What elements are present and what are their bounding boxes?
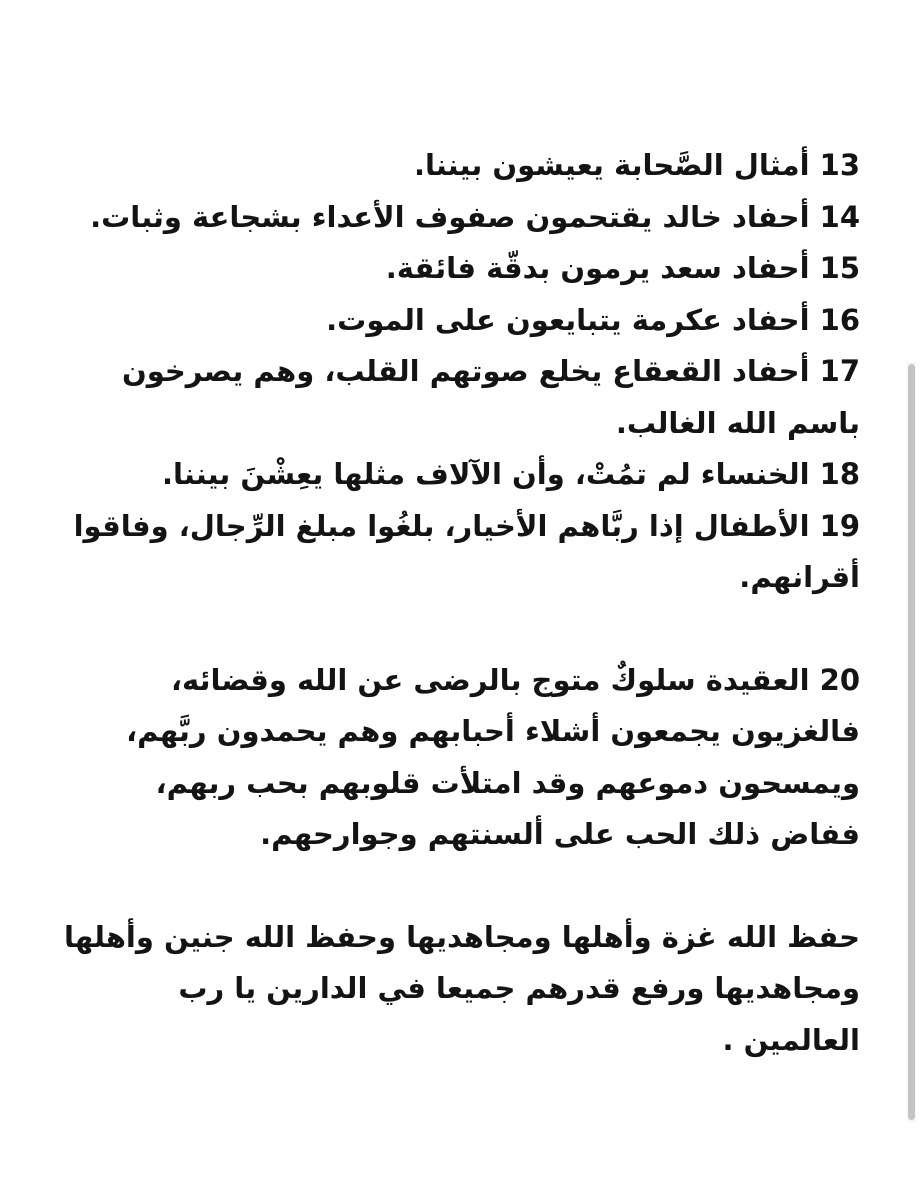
list-item: [60, 192, 860, 244]
item-number: 18: [819, 457, 860, 491]
item-text: أحفاد سعد يرمون بدقّة فائقة.: [385, 251, 810, 285]
item-number: 17: [819, 354, 860, 388]
list-item: [60, 346, 860, 449]
item-text: أمثال الصَّحابة يعيشون بيننا.: [413, 148, 810, 182]
list-item: [60, 243, 860, 295]
closing-prayer: حفظ الله غزة وأهلها ومجاهديها وحفظ الله جنين وأهلها ومجاهديها ورفع قدرهم جميعا في الدارين يا رب العالمين .: [63, 919, 860, 1057]
list-item: [60, 501, 860, 604]
item-number: 14: [819, 199, 860, 234]
item-text: أحفاد القعقاع يخلع صوتهم القلب، وهم يصرخون باسم الله الغالب.: [121, 354, 860, 440]
item-number: 20: [819, 662, 860, 697]
scrollbar-thumb[interactable]: [908, 364, 915, 1120]
document-body: [60, 140, 860, 1066]
list-item: [60, 449, 860, 501]
paragraph-gap: [60, 604, 860, 655]
item-number: 16: [819, 302, 860, 337]
paragraph-gap: [60, 861, 860, 912]
item-number: 15: [819, 251, 860, 285]
paragraph-item-20: [60, 655, 860, 861]
list-item: [60, 140, 860, 192]
item-text: العقيدة سلوكٌ متوج بالرضى عن الله وقضائه، فالغزيون يجمعون أشلاء أحبابهم وهم يحمدون ربَّهم، ويمسحون دموعهم وقد امتلأت قلوبهم بحب ربهم، ففاض ذلك الحب على ألسنتهم وجوارحهم.: [126, 662, 860, 851]
item-text: الأطفال إذا ربَّاهم الأخيار، بلغُوا مبلغ الرِّجال، وفاقوا أقرانهم.: [73, 508, 860, 594]
item-text: أحفاد عكرمة يتبايعون على الموت.: [326, 302, 810, 337]
item-text: أحفاد خالد يقتحمون صفوف الأعداء بشجاعة وثبات.: [90, 199, 810, 234]
list-item: [60, 295, 860, 347]
item-number: 19: [819, 508, 860, 543]
item-text: الخنساء لم تمُتْ، وأن الآلاف مثلها يعِشْنَ بيننا.: [162, 457, 810, 491]
item-number: 13: [819, 148, 860, 182]
